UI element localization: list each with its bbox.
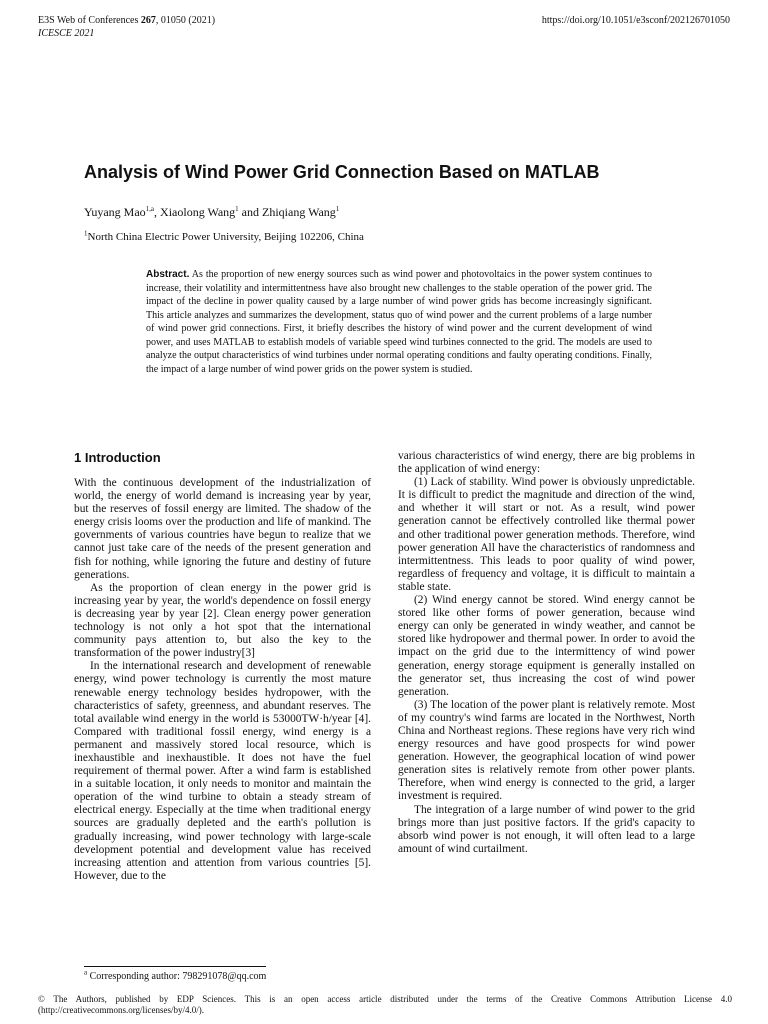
running-header-left	[38, 14, 215, 40]
body-paragraph: The integration of a large number of wind power to the grid brings more than just positive factors. If the grid's capacity to absorb wind power is not enough, it will often lead to a large amount of wind curtailment.	[398, 803, 695, 855]
doi-link[interactable]: https://doi.org/10.1051/e3sconf/202126701050	[541, 15, 730, 26]
author-name: Yuyang Mao	[84, 205, 146, 219]
footnote-divider	[84, 966, 266, 967]
corresponding-author: Corresponding author: 798291078@qq.com	[87, 971, 267, 982]
author-affiliation-marker: 1,a	[145, 205, 155, 213]
body-column-right	[398, 450, 695, 856]
footnote	[84, 970, 266, 983]
body-paragraph: As the proportion of clean energy in the power grid is increasing year by year, the world's dependence on fossil energy is decreasing year by year [2]. Clean energy power generation technology is not only a hot spot that the international community pays attention to, but also the key to the transformation of the power industry[3]	[74, 581, 371, 660]
body-paragraph: (3) The location of the power plant is relatively remote. Most of my country's wind farms are located in the Northwest, North China and Northeast regions. These regions have very rich wind energy resources and have good prospects for wind power generation. However, the geographical location of wind power generation sites is relatively remote from other power plants. Therefore, when wind energy is connected to the grid, a larger investment is required.	[398, 698, 695, 803]
section-heading: 1 Introduction	[74, 450, 161, 465]
journal-name: E3S Web of Conferences	[38, 15, 141, 26]
conference-name: ICESCE 2021	[38, 28, 95, 39]
abstract-label: Abstract.	[146, 269, 190, 280]
abstract-text: As the proportion of new energy sources such as wind power and photovoltaics in the power system continues to increase, their volatility and intermittentness have also brought new challenges to the stable operation of the power grid. The impact of the decline in power quality caused by a large number of wind power grids has become increasingly significant. This article analyzes and summarizes the development, status quo of wind power and the current problems of a large number of wind power grid connections. First, it briefly describes the history of wind power and the current development of wind power, and uses MATLAB to establish models of variable speed wind turbines connected to the grid. The models are used to analyze the output characteristics of wind turbines under normal operating conditions and faulty operating conditions. Finally, the impact of a large number of wind power grids on the power system is studied.	[146, 269, 652, 375]
body-paragraph: With the continuous development of the industrialization of world, the energy of world demand is increasing year by year, but the reserves of fossil energy are limited. The shadow of the energy crisis looms over the production and life of mankind. The governments of various countries have begun to realize that we cannot just take care of the needs of the present generation and fish for nothing, while ignoring the future and destiny of future generations.	[74, 477, 371, 581]
author-name: Xiaolong Wang	[160, 205, 236, 219]
author-separator: ,	[154, 205, 161, 219]
author-list	[84, 204, 339, 220]
author-separator: and	[238, 205, 262, 219]
footnote-marker: a	[84, 968, 88, 977]
paper-title: Analysis of Wind Power Grid Connection Based on MATLAB	[84, 162, 600, 182]
affiliation-text: North China Electric Power University, Beijing 102206, China	[87, 231, 364, 243]
journal-article-number: , 01050 (2021)	[155, 15, 216, 26]
body-paragraph: In the international research and development of renewable energy, wind power technology is currently the most mature renewable energy technology besides hydropower, with the characteristics of safety, greenness, and abundant reserves. The total available wind energy in the world is 53000TW·h/year [4]. Compared with traditional fossil energy, wind energy is a permanent and massively stored local resource, which is inexhaustible and inexhaustible. It does not have the fuel requirement of thermal power. After a wind farm is established in a suitable location, it only needs to monitor and maintain the operation of the wind turbine to obtain a steady stream of electrical energy. Especially at the time when traditional energy sources are gradually depleted and the earth's pollution is gradually increasing, wind power technology with large-scale development potential and development value has received increasing attention and attention from various countries [5]. However, due to the	[74, 660, 371, 882]
affiliation	[84, 230, 364, 244]
affiliation-marker: 1	[84, 229, 88, 238]
body-paragraph: (2) Wind energy cannot be stored. Wind energy cannot be stored like other forms of power generation, because wind energy can only be generated in windy weather, and cannot be stored like hydropower and thermal power. In order to avoid the impact on the grid due to the intermittency of wind power generation, energy storage equipment is generally installed on the generator set, thus increasing the cost of wind power generation.	[398, 594, 695, 698]
body-column-left	[74, 450, 371, 883]
abstract	[146, 268, 652, 376]
body-paragraph: (1) Lack of stability. Wind power is obviously unpredictable. It is difficult to predict the magnitude and direction of the wind, and whether it will start or not. As a result, wind power generation cannot be effectively controlled like thermal power and other traditional power generation methods. Therefore, wind power generation All have the characteristics of randomness and intermittentness. This leads to poor quality of wind power, regardless of frequency and voltage, it is difficult to maintain a stable state.	[398, 476, 695, 593]
journal-volume: 267	[140, 15, 156, 26]
author-affiliation-marker: 1	[235, 205, 239, 213]
body-paragraph: various characteristics of wind energy, there are big problems in the application of wind energy:	[398, 450, 695, 476]
license-notice: © The Authors, published by EDP Sciences. This is an open access article distributed under the terms of the Creative Commons Attribution License 4.0 (http://creativecommons.org/licenses/by/4.0/).	[38, 994, 732, 1015]
author-name: Zhiqiang Wang	[262, 205, 336, 219]
author-affiliation-marker: 1	[335, 205, 340, 213]
